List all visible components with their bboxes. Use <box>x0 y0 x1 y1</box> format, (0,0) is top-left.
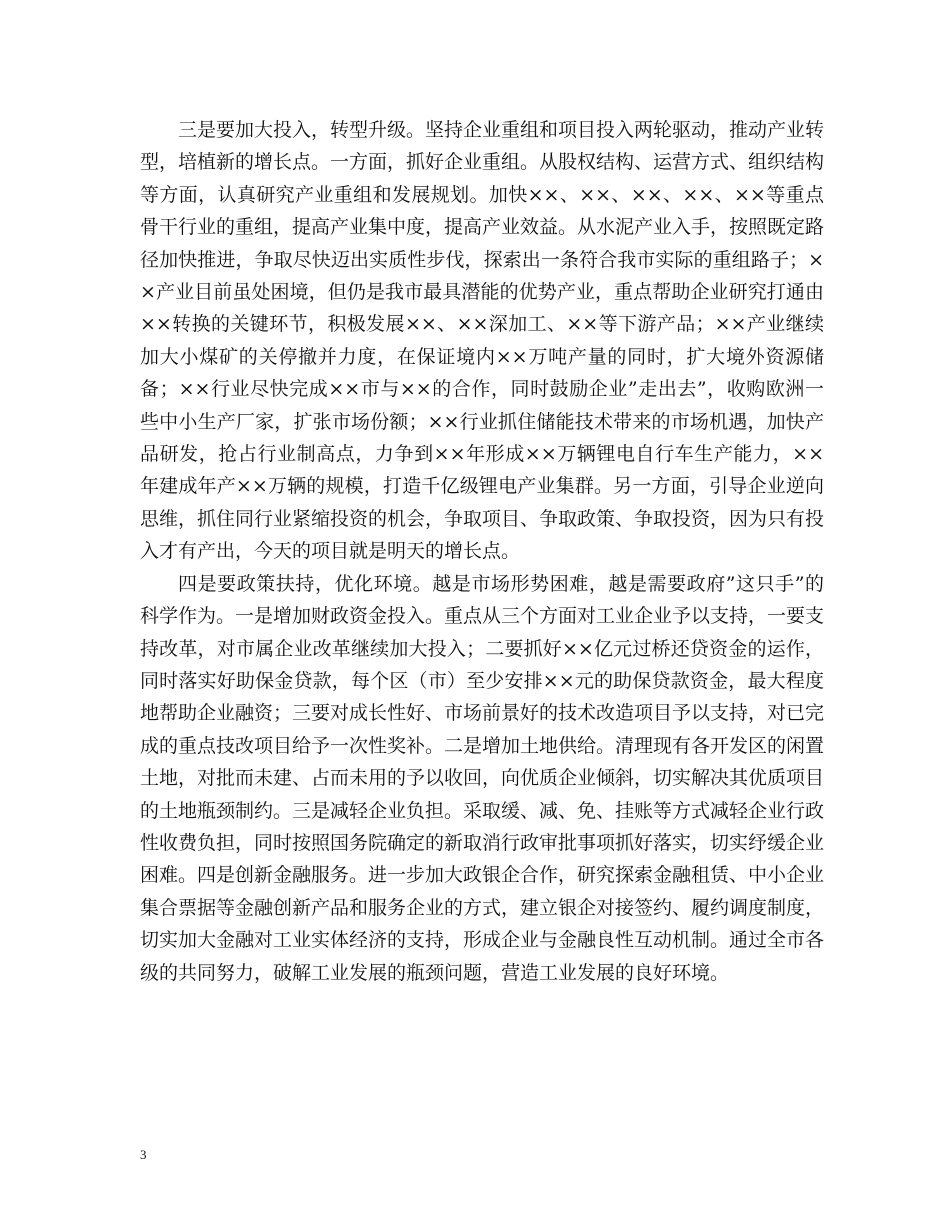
paragraph-investment-upgrade: 三是要加大投入，转型升级。坚持企业重组和项目投入两轮驱动，推动产业转型，培植新的增长点。一方面，抓好企业重组。从股权结构、运营方式、组织结构等方面，认真研究产业重组和发展规划。加快××、××、××、××、××等重点骨干行业的重组，提高产业集中度，提高产业效益。从水泥产业入手，按照既定路径加快推进，争取尽快迈出实质性步伐，探索出一条符合我市实际的重组路子；××产业目前虽处困境，但仍是我市最具潜能的优势产业，重点帮助企业研究打通由××转换的关键环节，积极发展××、××深加工、××等下游产品；××产业继续加大小煤矿的关停撤并力度，在保证境内××万吨产量的同时，扩大境外资源储备；××行业尽快完成××市与××的合作，同时鼓励企业”走出去”，收购欧洲一些中小生产厂家，扩张市场份额；××行业抓住储能技术带来的市场机遇，加快产品研发，抢占行业制高点，力争到××年形成××万辆锂电自行车生产能力，××年建成年产××万辆的规模，打造千亿级锂电产业集群。另一方面，引导企业逆向思维，抓住同行业紧缩投资的机会，争取项目、争取政策、争取投资，因为只有投入才有产出，今天的项目就是明天的增长点。 <box>140 119 825 563</box>
paragraph-policy-support: 四是要政策扶持，优化环境。越是市场形势困难，越是需要政府”这只手”的科学作为。一是增加财政资金投入。重点从三个方面对工业企业予以支持，一要支持改革，对市属企业改革继续加大投入；二要抓好××亿元过桥还贷资金的运作，同时落实好助保金贷款，每个区（市）至少安排××元的助保贷款资金，最大程度地帮助企业融资；三要对成长性好、市场前景好的技术改造项目予以支持，对已完成的重点技改项目给予一次性奖补。二是增加土地供给。清理现有各开发区的闲置土地，对批而未建、占而未用的予以收回，向优质企业倾斜，切实解决其优质项目的土地瓶颈制约。三是减轻企业负担。采取缓、减、免、挂账等方式减轻企业行政性收费负担，同时按照国务院确定的新取消行政审批事项抓好落实，切实纾缓企业困难。四是创新金融服务。进一步加大政银企合作，研究探索金融租赁、中小企业集合票据等金融创新产品和服务企业的方式，建立银企对接签约、履约调度制度，切实加大金融对工业实体经济的支持，形成企业与金融良性互动机制。通过全市各级的共同努力，破解工业发展的瓶颈问题，营造工业发展的良好环境。 <box>140 572 825 984</box>
page-number: 3 <box>140 1147 147 1162</box>
document-body <box>140 114 824 989</box>
